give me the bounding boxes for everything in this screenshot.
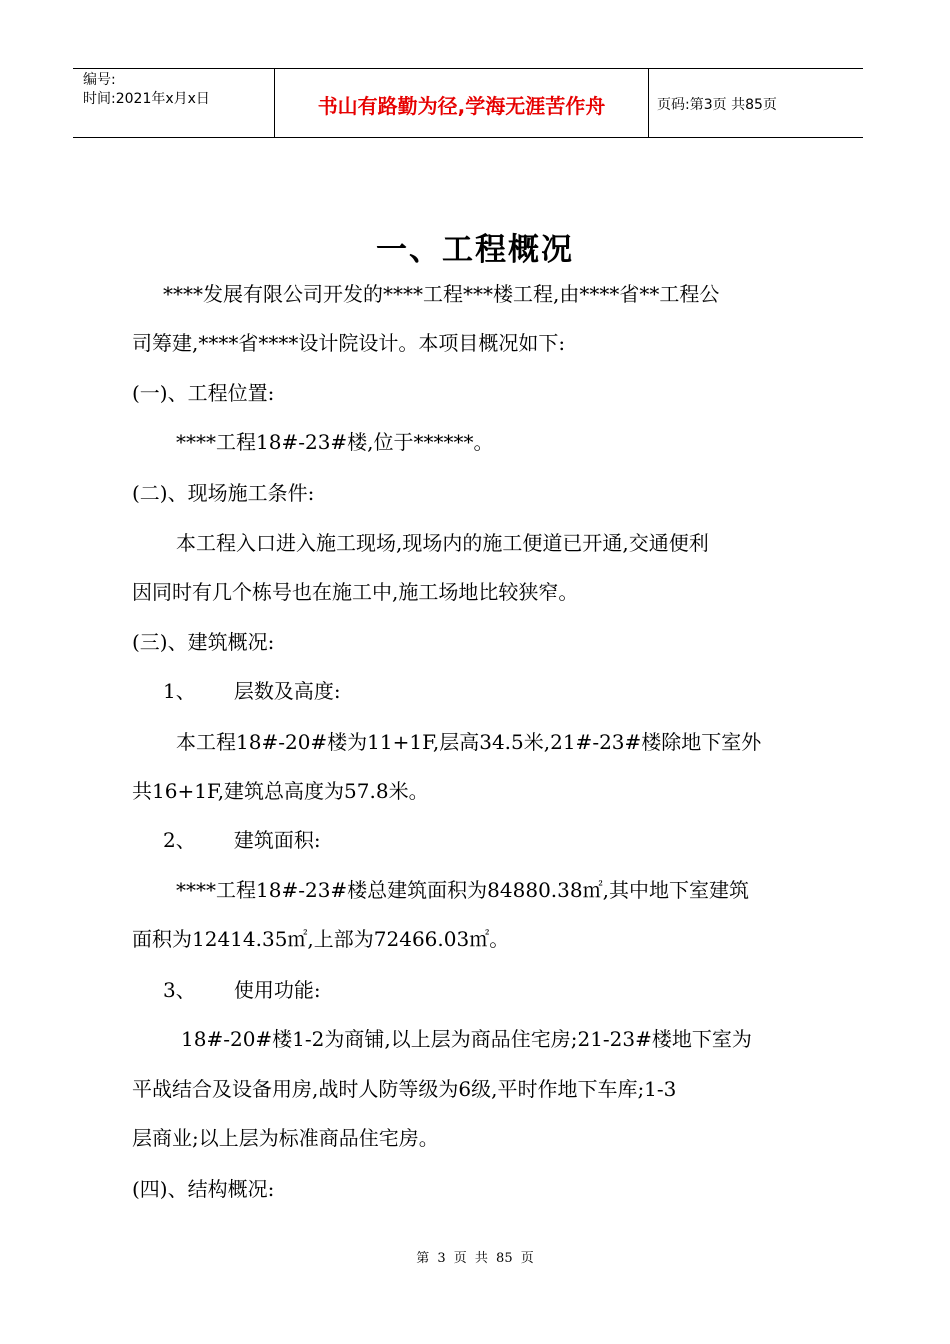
header-motto: 书山有路勤为径,学海无涯苦作舟	[317, 94, 606, 118]
document-time-label: 时间:2021年x月x日	[83, 91, 210, 107]
paragraph-line: 本工程18#-20#楼为11+1F,层高34.5米,21#-23#楼除地下室外	[176, 730, 762, 754]
paragraph-line: 因同时有几个栋号也在施工中,施工场地比较狭窄。	[132, 580, 579, 604]
page-header	[73, 68, 863, 138]
paragraph-line: 共16+1F,建筑总高度为57.8米。	[132, 779, 429, 803]
document-number-label: 编号:	[83, 72, 116, 88]
paragraph-line: ****工程18#-23#楼总建筑面积为84880.38㎡,其中地下室建筑	[176, 878, 749, 902]
paragraph-line: 面积为12414.35㎡,上部为72466.03㎡。	[132, 927, 510, 951]
header-page-cell	[649, 69, 863, 137]
paragraph-line: ****发展有限公司开发的****工程***楼工程,由****省**工程公	[163, 282, 720, 306]
numbered-item: 2、 建筑面积:	[163, 828, 321, 852]
header-motto-cell	[275, 69, 649, 137]
paragraph-line: 层商业;以上层为标准商品住宅房。	[132, 1126, 439, 1150]
subheading: (一)、工程位置:	[132, 381, 275, 405]
subheading: (四)、结构概况:	[132, 1177, 275, 1201]
paragraph-line: 本工程入口进入施工现场,现场内的施工便道已开通,交通便利	[176, 531, 709, 555]
numbered-item: 3、 使用功能:	[163, 978, 321, 1002]
paragraph-line: ****工程18#-23#楼,位于******。	[176, 430, 494, 454]
paragraph-line: 平战结合及设备用房,战时人防等级为6级,平时作地下车库;1-3	[132, 1077, 677, 1101]
numbered-item: 1、 层数及高度:	[163, 679, 341, 703]
paragraph-line: 司筹建,****省****设计院设计。本项目概况如下:	[132, 331, 566, 355]
subheading: (二)、现场施工条件:	[132, 481, 315, 505]
header-page-info: 页码:第3页 共85页	[657, 97, 777, 113]
paragraph-line: 18#-20#楼1-2为商铺,以上层为商品住宅房;21-23#楼地下室为	[181, 1027, 752, 1051]
subheading: (三)、建筑概况:	[132, 630, 275, 654]
page-footer: 第 3 页 共 85 页	[416, 1251, 534, 1266]
header-meta-cell	[73, 69, 275, 137]
section-title: 一、工程概况	[376, 232, 574, 268]
